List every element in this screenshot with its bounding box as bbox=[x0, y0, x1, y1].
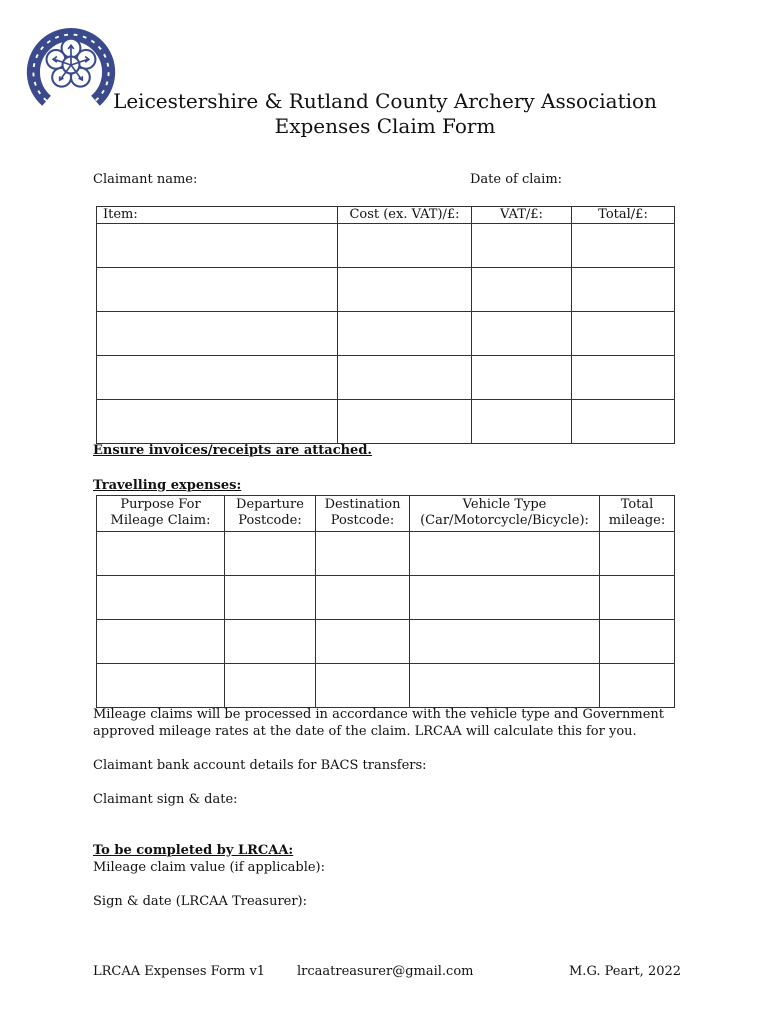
items-table bbox=[96, 206, 675, 444]
travel-table-header bbox=[97, 496, 675, 532]
footer-author: M.G. Peart, 2022 bbox=[569, 964, 682, 979]
vat-column-header: VAT/£: bbox=[472, 207, 572, 224]
vat-cell[interactable] bbox=[472, 356, 572, 400]
cost-cell[interactable] bbox=[338, 312, 472, 356]
vehicle-cell[interactable] bbox=[410, 532, 600, 576]
total-cell[interactable] bbox=[572, 312, 675, 356]
claimant-sign-label: Claimant sign & date: bbox=[93, 792, 238, 807]
table-row bbox=[97, 664, 675, 708]
cost-cell[interactable] bbox=[338, 356, 472, 400]
footer-email: lrcaatreasurer@gmail.com bbox=[297, 964, 474, 979]
destination-cell[interactable] bbox=[316, 532, 410, 576]
purpose-header-line1: Purpose For bbox=[120, 497, 201, 512]
bank-details-label: Claimant bank account details for BACS transfers: bbox=[93, 758, 427, 773]
receipts-note: Ensure invoices/receipts are attached. bbox=[93, 443, 372, 458]
vehicle-type-column-header bbox=[410, 496, 600, 532]
claimant-name-label: Claimant name: bbox=[93, 172, 198, 187]
mileage-cell[interactable] bbox=[600, 620, 675, 664]
total-cell[interactable] bbox=[572, 356, 675, 400]
table-row bbox=[97, 312, 675, 356]
table-row bbox=[97, 356, 675, 400]
total-cell[interactable] bbox=[572, 268, 675, 312]
cost-column-header: Cost (ex. VAT)/£: bbox=[338, 207, 472, 224]
purpose-header-line2: Mileage Claim: bbox=[110, 513, 211, 528]
cost-cell[interactable] bbox=[338, 268, 472, 312]
vehicle-header-line2: (Car/Motorcycle/Bicycle): bbox=[420, 513, 589, 528]
table-row bbox=[97, 620, 675, 664]
vat-cell[interactable] bbox=[472, 312, 572, 356]
items-table-header bbox=[97, 207, 675, 224]
item-cell[interactable] bbox=[97, 356, 338, 400]
total-cell[interactable] bbox=[572, 224, 675, 268]
departure-cell[interactable] bbox=[225, 620, 316, 664]
mileage-cell[interactable] bbox=[600, 532, 675, 576]
footer-form-version: LRCAA Expenses Form v1 bbox=[93, 964, 266, 979]
mileage-value-label: Mileage claim value (if applicable): bbox=[93, 860, 326, 875]
purpose-cell[interactable] bbox=[97, 620, 225, 664]
total-cell[interactable] bbox=[572, 400, 675, 444]
vat-cell[interactable] bbox=[472, 268, 572, 312]
item-column-header: Item: bbox=[97, 207, 338, 224]
destination-header-line2: Postcode: bbox=[330, 513, 395, 528]
item-cell[interactable] bbox=[97, 400, 338, 444]
item-cell[interactable] bbox=[97, 268, 338, 312]
table-row bbox=[97, 268, 675, 312]
vehicle-cell[interactable] bbox=[410, 576, 600, 620]
lrcaa-section-heading: To be completed by LRCAA: bbox=[93, 843, 294, 858]
treasurer-sign-label: Sign & date (LRCAA Treasurer): bbox=[93, 894, 308, 909]
destination-cell[interactable] bbox=[316, 620, 410, 664]
cost-cell[interactable] bbox=[338, 224, 472, 268]
vehicle-header-line1: Vehicle Type bbox=[462, 497, 547, 512]
mileage-header-line1: Total bbox=[620, 497, 654, 512]
vehicle-cell[interactable] bbox=[410, 620, 600, 664]
mileage-header-line2: mileage: bbox=[608, 513, 666, 528]
departure-column-header bbox=[225, 496, 316, 532]
date-of-claim-label: Date of claim: bbox=[470, 172, 563, 187]
travel-table bbox=[96, 495, 675, 708]
total-mileage-column-header bbox=[600, 496, 675, 532]
form-subtitle: Expenses Claim Form bbox=[274, 114, 496, 138]
item-cell[interactable] bbox=[97, 312, 338, 356]
total-column-header: Total/£: bbox=[572, 207, 675, 224]
form-title: Leicestershire & Rutland County Archery Association bbox=[113, 89, 657, 113]
table-row bbox=[97, 400, 675, 444]
destination-header-line1: Destination bbox=[324, 497, 401, 512]
departure-header-line2: Postcode: bbox=[238, 513, 302, 528]
mileage-note-line1: Mileage claims will be processed in accordance with the vehicle type and Government bbox=[93, 707, 664, 722]
mileage-cell[interactable] bbox=[600, 576, 675, 620]
departure-cell[interactable] bbox=[225, 532, 316, 576]
cost-cell[interactable] bbox=[338, 400, 472, 444]
purpose-column-header bbox=[97, 496, 225, 532]
item-cell[interactable] bbox=[97, 224, 338, 268]
purpose-cell[interactable] bbox=[97, 532, 225, 576]
purpose-cell[interactable] bbox=[97, 664, 225, 708]
mileage-cell[interactable] bbox=[600, 664, 675, 708]
purpose-cell[interactable] bbox=[97, 576, 225, 620]
departure-header-line1: Departure bbox=[236, 497, 304, 512]
departure-cell[interactable] bbox=[225, 664, 316, 708]
table-row bbox=[97, 224, 675, 268]
vehicle-cell[interactable] bbox=[410, 664, 600, 708]
destination-column-header bbox=[316, 496, 410, 532]
vat-cell[interactable] bbox=[472, 224, 572, 268]
departure-cell[interactable] bbox=[225, 576, 316, 620]
vat-cell[interactable] bbox=[472, 400, 572, 444]
table-row bbox=[97, 576, 675, 620]
mileage-note bbox=[93, 706, 693, 740]
destination-cell[interactable] bbox=[316, 664, 410, 708]
table-row bbox=[97, 532, 675, 576]
travel-heading: Travelling expenses: bbox=[93, 478, 242, 493]
destination-cell[interactable] bbox=[316, 576, 410, 620]
mileage-note-line2: approved mileage rates at the date of the claim. LRCAA will calculate this for you. bbox=[93, 724, 637, 739]
